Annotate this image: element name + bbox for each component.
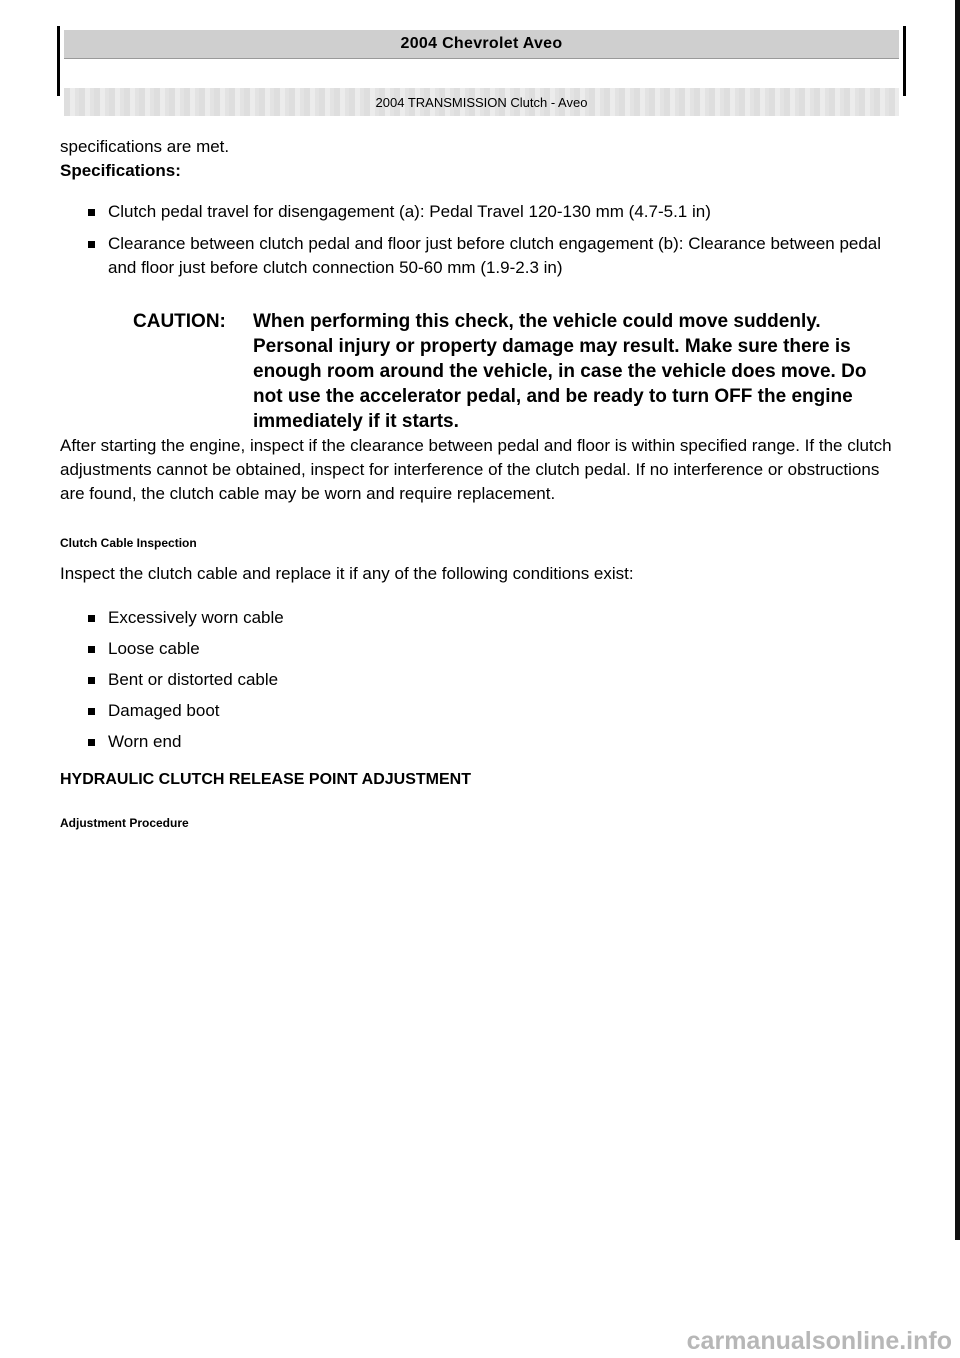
condition-item: Loose cable <box>60 637 900 661</box>
condition-item: Bent or distorted cable <box>60 668 900 692</box>
specifications-label: Specifications: <box>60 161 181 180</box>
watermark: carmanualsonline.info <box>686 1327 952 1355</box>
condition-item: Damaged boot <box>60 699 900 723</box>
page-edge-rule <box>955 0 960 1240</box>
header-left-rule <box>57 26 60 96</box>
spec-item: Clutch pedal travel for disengagement (a): Pedal Travel 120-130 mm (4.7-5.1 in) <box>60 200 900 224</box>
document-body <box>60 135 900 842</box>
adjustment-procedure-heading: Adjustment Procedure <box>60 816 189 830</box>
conditions-list <box>60 606 900 754</box>
caution-box <box>133 309 900 434</box>
specifications-list <box>60 200 900 280</box>
intro-line: specifications are met. <box>60 137 230 156</box>
condition-item: Excessively worn cable <box>60 606 900 630</box>
header-subtitle: 2004 TRANSMISSION Clutch - Aveo <box>64 88 899 116</box>
release-point-heading: HYDRAULIC CLUTCH RELEASE POINT ADJUSTMENT <box>60 771 471 788</box>
header-title: 2004 Chevrolet Aveo <box>64 30 899 59</box>
cable-inspection-intro: Inspect the clutch cable and replace it if any of the following conditions exist: <box>60 564 634 583</box>
caution-label: CAUTION: <box>133 311 226 332</box>
condition-item: Worn end <box>60 730 900 754</box>
header-right-rule <box>903 26 906 96</box>
cable-inspection-heading: Clutch Cable Inspection <box>60 536 197 550</box>
after-start-paragraph: After starting the engine, inspect if the clearance between pedal and floor is within specified range. If the clutch adjustments cannot be obtained, inspect for interference of the clutch pedal. If no interference or obstructions are found, the clutch cable may be worn and require replacement. <box>60 436 892 503</box>
page-header <box>57 26 906 110</box>
spec-item: Clearance between clutch pedal and floor just before clutch engagement (b): Clearance between pedal and floor just before clutch connection 50-60 mm (1.9-2.3 in) <box>60 232 900 280</box>
caution-text: When performing this check, the vehicle could move suddenly. Personal injury or property damage may result. Make sure there is enough room around the vehicle, in case the vehicle does move. Do not use the accelerator pedal, and be ready to turn OFF the engine immediately if it starts. <box>253 311 867 432</box>
